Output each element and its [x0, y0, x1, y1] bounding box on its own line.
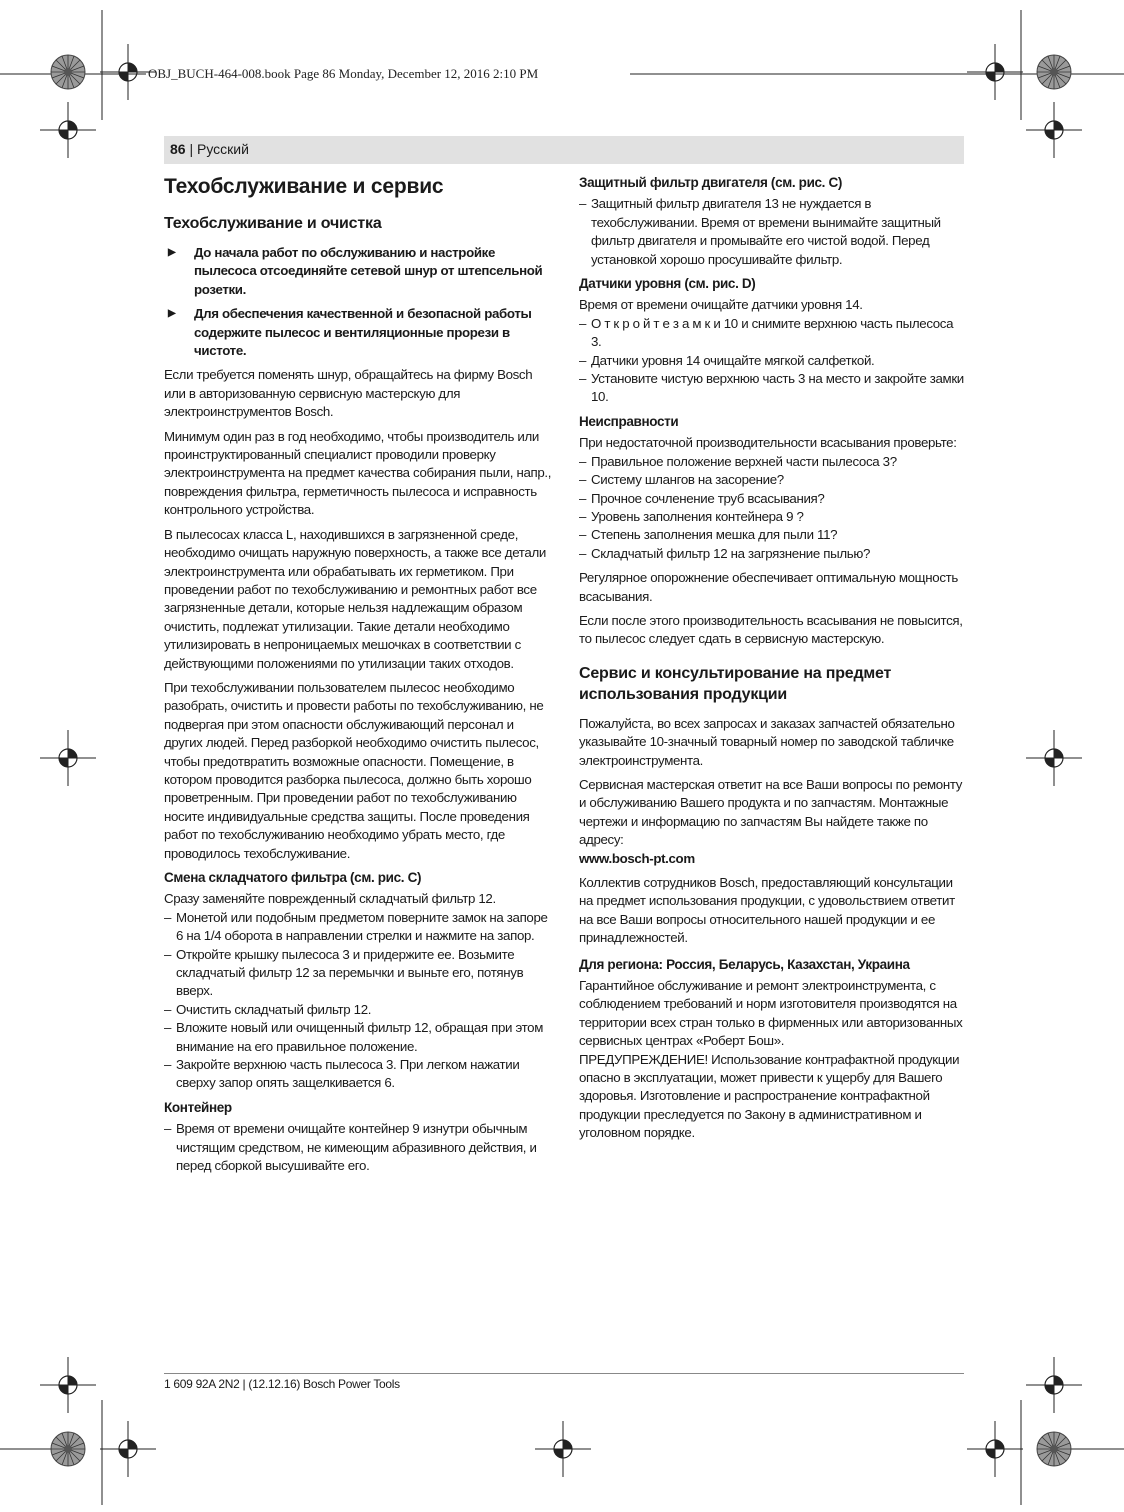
page-header-bar [164, 136, 964, 164]
motor-filter-heading: Защитный фильтр двигателя (см. рис. C) [579, 175, 843, 190]
left-column [164, 174, 554, 1182]
paragraph: Гарантийное обслуживание и ремонт электроинструмента, с соблюдением требований и норм изготовителя производятся на территории всех стран только в фирменных или авторизованных сервисных центрах «Роберт Бош». [579, 978, 963, 1049]
container-steps-list [164, 1120, 554, 1175]
paragraph: Коллектив сотрудников Bosch, предоставляющий консультации на предмет использования продукции, с удовольствием ответит на все Ваши вопросы относительного нашей продукции и ее принадлежностей. [579, 875, 955, 946]
subsection-title: Техобслуживание и очистка [164, 215, 382, 232]
list-item: – Очистить складчатый фильтр 12. [164, 1001, 372, 1017]
list-item: – Систему шлангов на засорение? [579, 472, 784, 488]
faults-list [579, 453, 964, 563]
paragraph: При техобслуживании пользователем пылесос необходимо разобрать, очистить и провести работы по техобслуживанию, не подвергая при этом опасности обслуживающий персонал и других людей. Перед разборкой необходимо очистить пылесос, чтобы предотвратить возможные опасности. Помещение, в котором проводится разборка пылесоса, должно быть хорошо проветренным. При проведении работ по техобслуживанию носите индивидуальные средства защиты. После проведения работ по техобслуживанию необходимо убрать место, где проводилось техобслуживание. [164, 679, 544, 861]
faults-heading: Неисправности [579, 413, 679, 429]
page-separator: | [185, 141, 197, 157]
paragraph: Регулярное опорожнение обеспечивает оптимальную мощность всасывания. [579, 570, 958, 604]
warning-bullet: ▶ До начала работ по обслуживанию и настройке пылесоса отсоединяйте сетевой шнур от штепсельной розетки. [168, 245, 543, 297]
section-title: Техобслуживание и сервис [164, 175, 444, 198]
service-url: www.bosch-pt.com [579, 850, 695, 866]
sensor-heading: Датчики уровня (см. рис. D) [579, 276, 756, 292]
list-item: – Вложите новый или очищенный фильтр 12, обращая при этом внимание на его правильное положение. [164, 1020, 544, 1054]
paragraph: ПРЕДУПРЕЖДЕНИЕ! Использование контрафактной продукции опасно в эксплуатации, может привести к ущербу для Вашего здоровья. Изготовление и распространение контрафактной продукции преследуется по Закону в административном и уголовном порядке. [579, 1051, 960, 1141]
list-item: – Установите чистую верхнюю часть 3 на место и закройте замки 10. [579, 371, 964, 405]
print-header: OBJ_BUCH-464-008.book Page 86 Monday, December 12, 2016 2:10 PM [148, 66, 539, 81]
list-item: – Датчики уровня 14 очищайте мягкой салфеткой. [579, 352, 875, 368]
list-item: – Прочное сочленение труб всасывания? [579, 490, 825, 506]
filter-heading: Смена складчатого фильтра (см. рис. C) [164, 870, 422, 885]
paragraph: Сервисная мастерская ответит на все Ваши вопросы по ремонту и обслуживанию Вашего продукта и по запчастям. Монтажные чертежи и информацию по запчастям Вы найдете также по адресу: [579, 776, 963, 848]
list-item: – О т к р о й т е з а м к и 10 и снимите верхнюю часть пылесоса 3. [579, 315, 954, 350]
bullet-arrow-icon: ▶ [168, 308, 176, 320]
paragraph: При недостаточной производительности всасывания проверьте: [579, 435, 957, 451]
paragraph: Сразу заменяйте поврежденный складчатый фильтр 12. [164, 891, 496, 907]
list-item: – Откройте крышку пылесоса 3 и придержите ее. Возьмите складчатый фильтр 12 за перемычки и выньте его, потянув вверх. [164, 946, 524, 999]
footer-text: 1 609 92A 2N2 | (12.12.16) Bosch Power Tools [164, 1377, 400, 1391]
sensor-steps-list [579, 315, 964, 407]
list-item: – Степень заполнения мешка для пыли 11? [579, 527, 838, 543]
page-number: 86 [170, 141, 186, 157]
list-item: – Складчатый фильтр 12 на загрязнение пылью? [579, 545, 870, 561]
bullet-arrow-icon: ▶ [168, 247, 176, 258]
paragraph: Минимум один раз в год необходимо, чтобы производитель или проинструктированный специалист проводили проверку электроинструмента на предмет качества собирания пыли, напр., повреждения фильтра, герметичность пылесоса и исправность контрольного устройства. [164, 428, 552, 518]
warning-bullet: ▶ Для обеспечения качественной и безопасной работы содержите пылесос и вентиляционные прорези в чистоте. [168, 306, 532, 359]
list-item: – Правильное положение верхней части пылесоса 3? [579, 453, 897, 469]
page-language: Русский [197, 141, 249, 157]
service-heading: Сервис и консультирование на предмет использования продукции [579, 664, 892, 703]
region-heading: Для региона: Россия, Беларусь, Казахстан, Украина [579, 956, 910, 972]
list-item: – Закройте верхнюю часть пылесоса 3. При легком нажатии сверху запор опять защелкивается 6. [164, 1057, 520, 1091]
page-number-label [170, 141, 249, 157]
paragraph: Если после этого производительность всасывания не повысится, то пылесос следует сдать в сервисную мастерскую. [579, 612, 963, 647]
list-item: – Время от времени очищайте контейнер 9 изнутри обычным чистящим средством, не кимеющим абразивного действия, и перед сборкой высушивайте его. [164, 1121, 537, 1174]
right-column [579, 174, 964, 1149]
container-heading: Контейнер [164, 1099, 232, 1115]
paragraph: Время от времени очищайте датчики уровня 14. [579, 297, 863, 313]
list-item: – Уровень заполнения контейнера 9 ? [579, 508, 804, 524]
list-item: – Монетой или подобным предметом поверните замок на запоре 6 на 1/4 оборота в направлении стрелки и нажмите на запор. [164, 909, 548, 944]
paragraph: Пожалуйста, во всех запросах и заказах запчастей обязательно указывайте 10-значный товарный номер по заводской табличке электроинструмента. [579, 715, 955, 768]
paragraph: Если требуется поменять шнур, обращайтесь на фирму Bosch или в авторизованную сервисную мастерскую для электроинструментов Bosch. [164, 367, 533, 420]
footer-rule [164, 1373, 964, 1374]
motor-steps-list [579, 195, 964, 269]
paragraph: В пылесосах класса L, находившихся в загрязненной среде, необходимо очищать наружную поверхность, а также все детали электроинструмента или обрабатывать их герметиком. При проведении работ по техобслуживанию и ремонтных работ все загрязненные детали, которые нельзя надлежащим образом очистить, подлежат утилизации. Такие детали необходимо утилизировать в непроницаемых мешочках в соответствии с действующими положениями по утилизации таких отходов. [164, 526, 546, 671]
list-item: – Защитный фильтр двигателя 13 не нуждается в техобслуживании. Время от времени вынимайте защитный фильтр двигателя и промывайте его чистой водой. Перед установкой хорошо просушивайте фильтр. [579, 196, 941, 267]
filter-steps-list [164, 909, 554, 1093]
